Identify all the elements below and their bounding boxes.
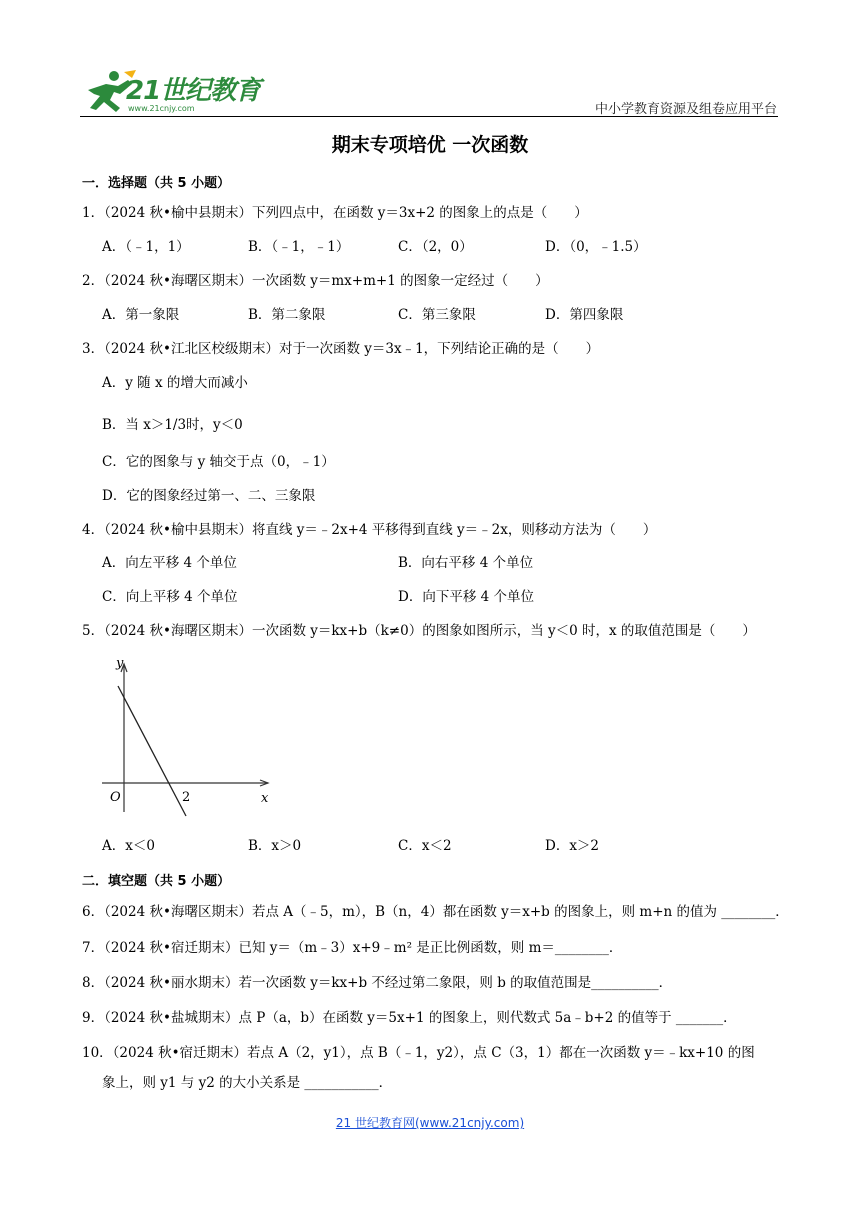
x-intercept-label: 2 xyxy=(182,790,191,805)
q4-option-a: A．向左平移 4 个单位 xyxy=(102,555,237,571)
q4-option-b: B．向右平移 4 个单位 xyxy=(398,555,534,571)
section-heading-fill: 二．填空题（共 5 小题） xyxy=(82,874,231,889)
q2-option-a: A．第一象限 xyxy=(102,307,180,323)
q5-option-c: C．x＜2 xyxy=(398,838,452,854)
brand-url: www.21cnjy.com xyxy=(128,104,195,113)
x-axis-label: x xyxy=(261,791,269,806)
brand-name: 21世纪教育 xyxy=(126,76,261,106)
q3-option-a: A．y 随 x 的增大而减小 xyxy=(102,375,248,391)
q3-option-c: C．它的图象与 y 轴交于点（0，﹣1） xyxy=(102,454,335,470)
q2-option-c: C．第三象限 xyxy=(398,307,476,323)
question-9: 9．（2024 秋•盐城期末）点 P（a，b）在函数 y＝5x+1 的图象上，则代数式 5a﹣b+2 的值等于 _______． xyxy=(82,1010,737,1026)
section-heading-choice: 一．选择题（共 5 小题） xyxy=(82,176,231,191)
q1-option-b: B．（﹣1，﹣1） xyxy=(248,239,350,255)
question-2-stem: 2．（2024 秋•海曙区期末）一次函数 y＝mx+m+1 的图象一定经过（ ） xyxy=(82,273,549,289)
q3-option-b: B．当 x＞1/3时，y＜0 xyxy=(102,417,243,433)
q4-option-c: C．向上平移 4 个单位 xyxy=(102,589,238,605)
header-divider xyxy=(80,116,778,117)
q2-option-b: B．第二象限 xyxy=(248,307,326,323)
question-8: 8．（2024 秋•丽水期末）若一次函数 y＝kx+b 不经过第二象限，则 b 的取值范围是__________． xyxy=(82,975,673,991)
origin-label: O xyxy=(110,790,121,805)
q5-option-a: A．x＜0 xyxy=(102,838,155,854)
question-10-line-1: 10．（2024 秋•宿迁期末）若点 A（2，y1），点 B（﹣1，y2），点 C（3，1）都在一次函数 y＝﹣kx+10 的图 xyxy=(82,1045,755,1061)
footer-link[interactable]: 21 世纪教育网(www.21cnjy.com) xyxy=(335,1116,525,1130)
q2-option-d: D．第四象限 xyxy=(545,307,624,323)
q1-option-a: A．（﹣1，1） xyxy=(102,239,190,255)
y-axis-label: y xyxy=(116,656,124,671)
platform-label: 中小学教育资源及组卷应用平台 xyxy=(594,102,777,117)
question-4-stem: 4．（2024 秋•榆中县期末）将直线 y＝﹣2x+4 平移得到直线 y＝﹣2x，则移动方法为（ ） xyxy=(82,522,657,538)
page-title: 期末专项培优 一次函数 xyxy=(331,134,529,156)
q3-option-d: D．它的图象经过第一、二、三象限 xyxy=(102,488,316,504)
q1-option-c: C．（2，0） xyxy=(398,239,473,255)
question-10-line-2: 象上，则 y1 与 y2 的大小关系是 ___________． xyxy=(102,1075,393,1091)
question-1-stem: 1．（2024 秋•榆中县期末）下列四点中，在函数 y＝3x+2 的图象上的点是（ ） xyxy=(82,205,588,221)
q5-option-b: B．x＞0 xyxy=(248,838,302,854)
question-7: 7．（2024 秋•宿迁期末）已知 y＝（m﹣3）x+9﹣m² 是正比例函数，则 m＝________． xyxy=(82,940,623,956)
q5-option-d: D．x＞2 xyxy=(545,838,600,854)
q1-option-d: D．（0，﹣1.5） xyxy=(545,239,647,255)
question-6: 6．（2024 秋•海曙区期末）若点 A（﹣5，m），B（n，4）都在函数 y＝x+b 的图象上，则 m+n 的值为 ________． xyxy=(82,904,789,920)
function-line xyxy=(118,686,186,816)
q5-function-graph xyxy=(98,652,278,822)
question-3-stem: 3．（2024 秋•江北区校级期末）对于一次函数 y＝3x﹣1，下列结论正确的是（ ） xyxy=(82,341,600,357)
q4-option-d: D．向下平移 4 个单位 xyxy=(398,589,534,605)
question-5-stem: 5．（2024 秋•海曙区期末）一次函数 y＝kx+b（k≠0）的图象如图所示，当 y＜0 时，x 的取值范围是（ ） xyxy=(82,623,756,639)
